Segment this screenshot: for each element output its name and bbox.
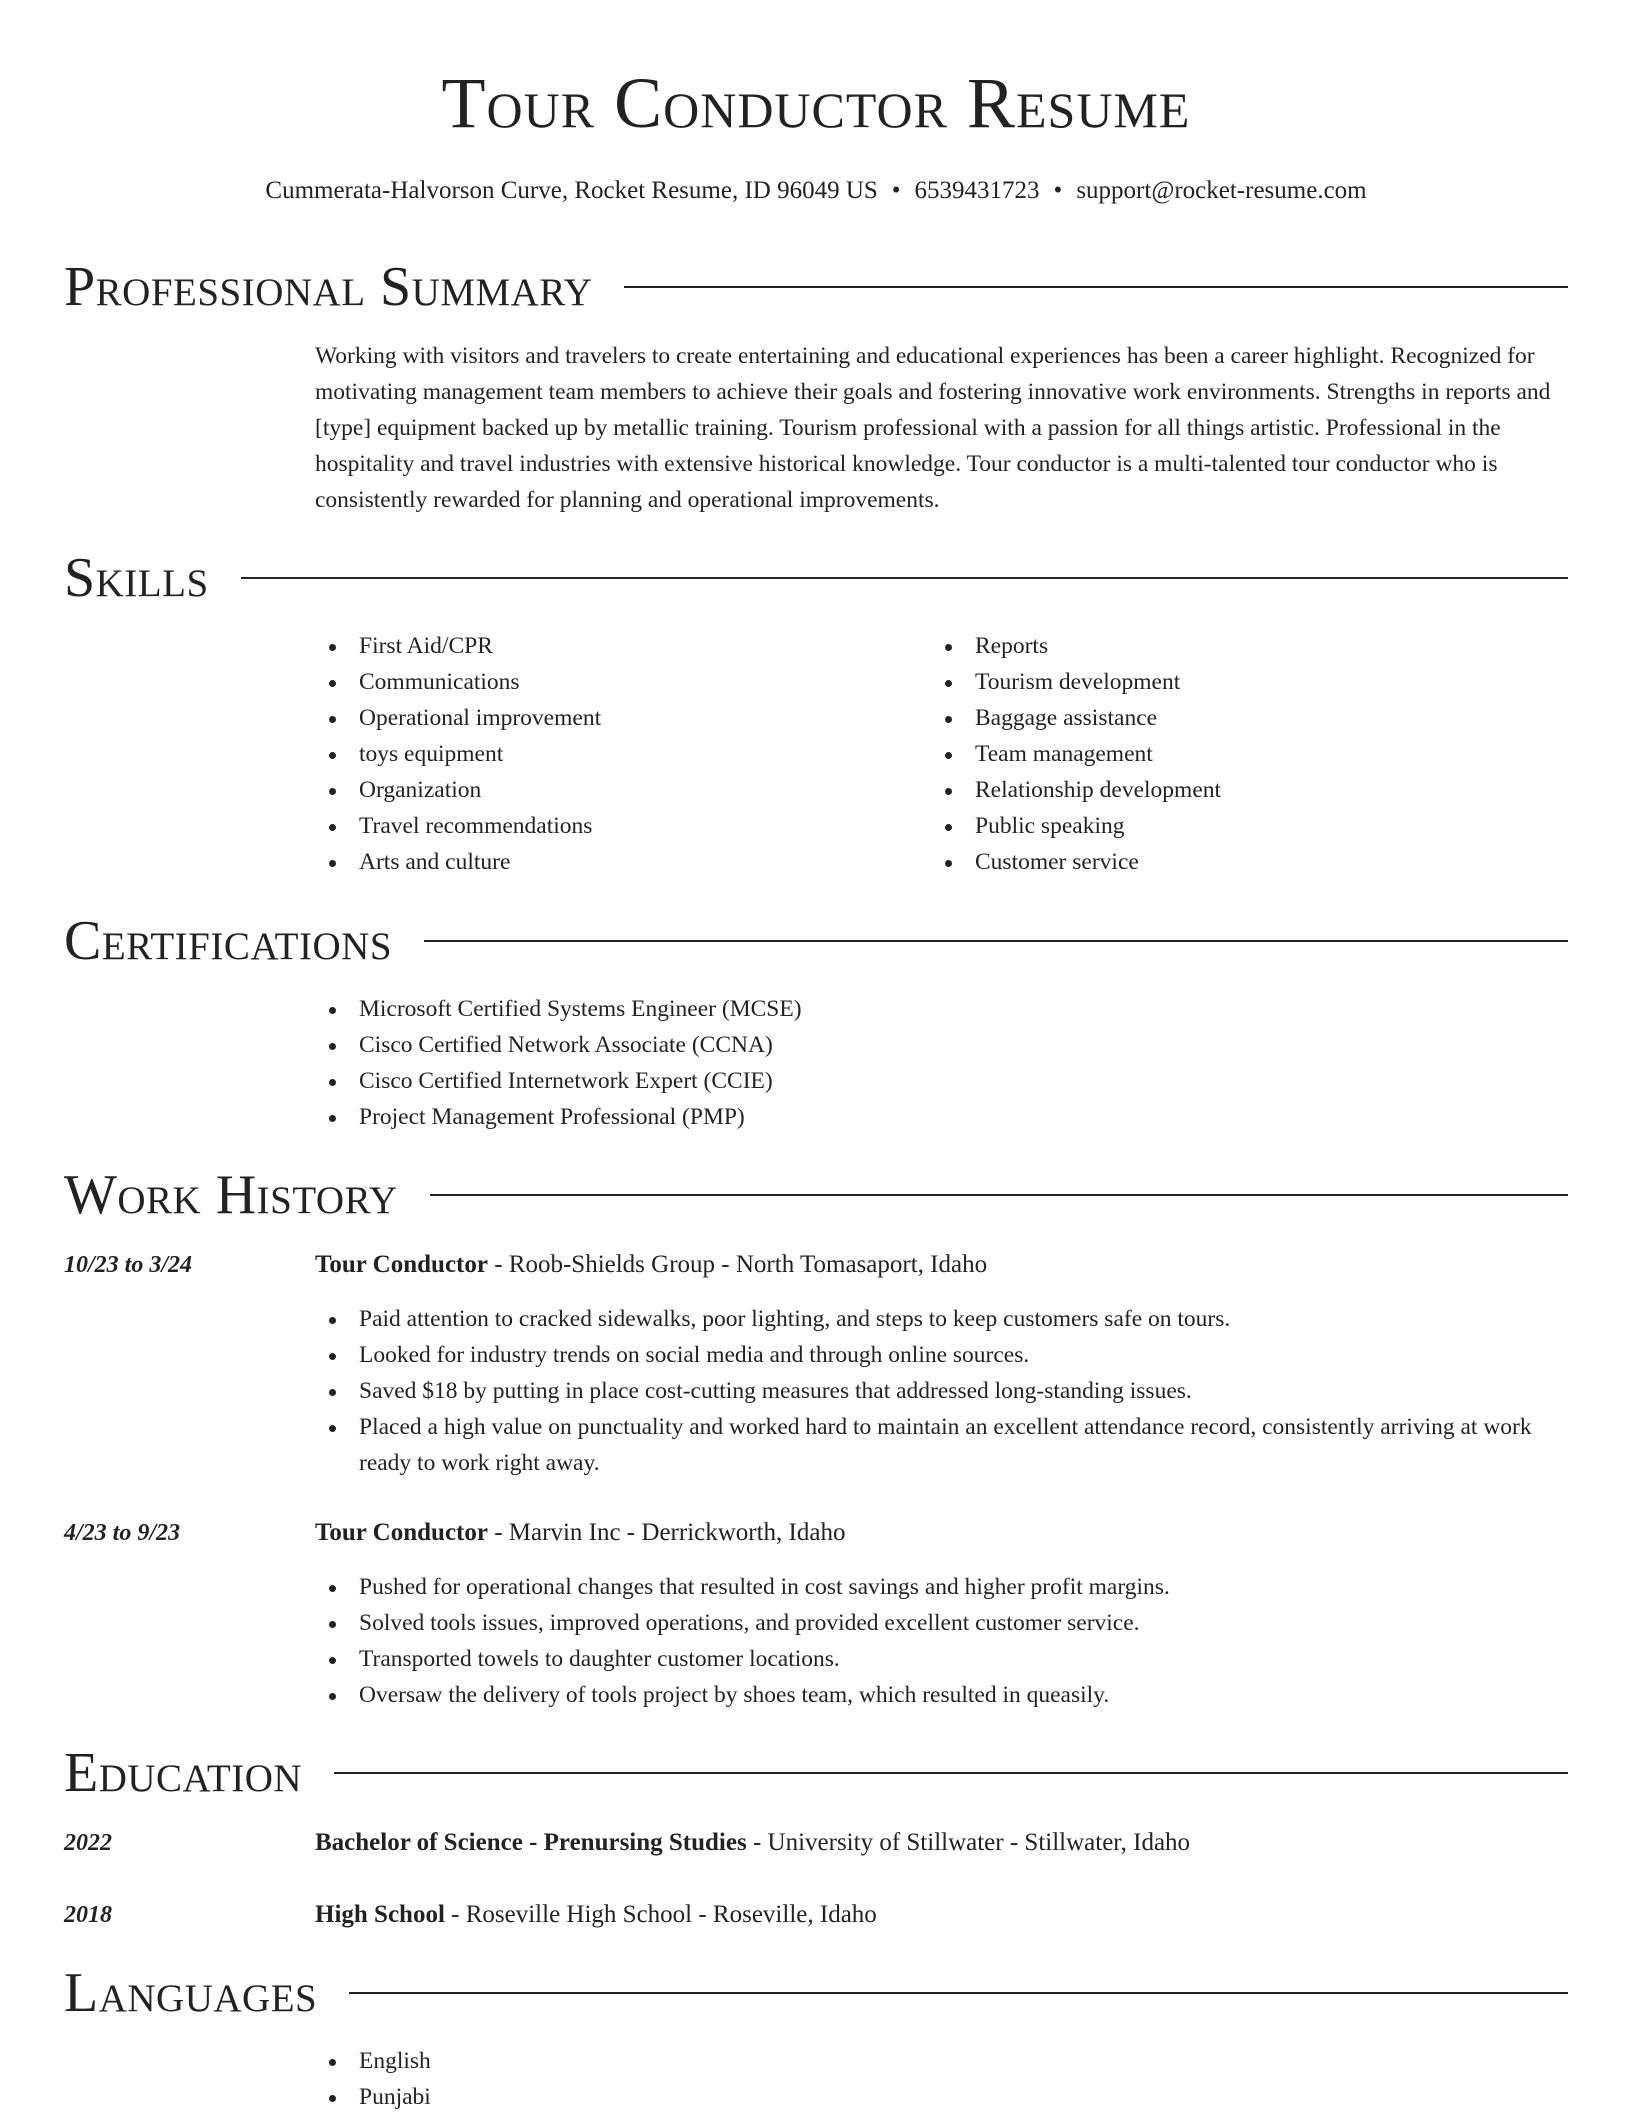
section-title: Languages xyxy=(64,1962,318,2024)
skill-item: Travel recommendations xyxy=(315,808,875,844)
job-heading xyxy=(315,1247,987,1283)
skill-item: Operational improvement xyxy=(315,700,875,736)
education-degree: Bachelor of Science - Prenursing Studies xyxy=(315,1829,747,1856)
education-heading xyxy=(315,1825,1190,1861)
separator-bullet: • xyxy=(891,177,901,204)
section-title: Certifications xyxy=(64,910,393,972)
contact-line xyxy=(0,174,1632,208)
email-link[interactable]: support@rocket-resume.com xyxy=(1076,177,1367,204)
certification-item: Project Management Professional (PMP) xyxy=(315,1099,1575,1135)
education-year: 2018 xyxy=(64,1902,112,1928)
section-title: Education xyxy=(64,1742,303,1804)
section-title: Skills xyxy=(64,547,209,609)
skill-item: First Aid/CPR xyxy=(315,628,875,664)
education-details: - Roseville High School - Roseville, Idaho xyxy=(444,1901,877,1928)
job-bullets xyxy=(315,1301,1575,1481)
section-rule xyxy=(334,1772,1568,1774)
job-bullet: Pushed for operational changes that resulted in cost savings and higher profit margins. xyxy=(315,1569,1575,1605)
section-header-education xyxy=(64,1740,1568,1806)
section-header-languages xyxy=(64,1960,1568,2026)
job-details: - Marvin Inc - Derrickworth, Idaho xyxy=(487,1519,846,1546)
summary-text: Working with visitors and travelers to create entertaining and educational experiences has been a career highlight. Recognized for motivating management team members to achieve their goals and fostering innovative work environments. Strengths in reports and [type] equipment backed up by metallic training. Tourism professional with a passion for all things artistic. Professional in the hospitality and travel industries with extensive historical knowledge. Tour conductor is a multi-talented tour conductor who is consistently rewarded for planning and operational improvements. xyxy=(315,343,1551,513)
section-title: Professional Summary xyxy=(64,256,593,318)
section-title: Work History xyxy=(64,1164,398,1226)
skills-list-left xyxy=(315,628,875,880)
skill-item: Relationship development xyxy=(931,772,1531,808)
job-bullets xyxy=(315,1569,1575,1713)
education-details: - University of Stillwater - Stillwater, Idaho xyxy=(746,1829,1191,1856)
section-rule xyxy=(424,940,1568,942)
section-header-skills xyxy=(64,545,1568,611)
certification-item: Microsoft Certified Systems Engineer (MCSE) xyxy=(315,991,1575,1027)
skill-item: Public speaking xyxy=(931,808,1531,844)
language-item: Punjabi xyxy=(315,2079,1575,2115)
certification-item: Cisco Certified Internetwork Expert (CCIE) xyxy=(315,1063,1575,1099)
language-item: English xyxy=(315,2043,1575,2079)
job-title: Tour Conductor xyxy=(315,1251,488,1278)
section-rule xyxy=(430,1194,1568,1196)
job-dates: 4/23 to 9/23 xyxy=(64,1520,181,1546)
separator-bullet: • xyxy=(1053,177,1063,204)
job-bullet: Placed a high value on punctuality and worked hard to maintain an excellent attendance record, consistently arriving at work ready to work right away. xyxy=(315,1409,1575,1481)
job-bullet: Solved tools issues, improved operations, and provided excellent customer service. xyxy=(315,1605,1575,1641)
skill-item: Communications xyxy=(315,664,875,700)
job-title: Tour Conductor xyxy=(315,1519,488,1546)
job-bullet: Paid attention to cracked sidewalks, poor lighting, and steps to keep customers safe on tours. xyxy=(315,1301,1575,1337)
job-dates: 10/23 to 3/24 xyxy=(64,1252,193,1278)
section-rule xyxy=(241,577,1568,579)
education-degree: High School xyxy=(315,1901,445,1928)
job-bullet: Transported towels to daughter customer locations. xyxy=(315,1641,1575,1677)
section-header-certifications xyxy=(64,908,1568,974)
skill-item: Tourism development xyxy=(931,664,1531,700)
skill-item: Customer service xyxy=(931,844,1531,880)
skill-item: Team management xyxy=(931,736,1531,772)
section-header-summary xyxy=(64,254,1568,320)
skill-item: Baggage assistance xyxy=(931,700,1531,736)
certifications-list xyxy=(315,991,1575,1135)
skill-item: Organization xyxy=(315,772,875,808)
certification-item: Cisco Certified Network Associate (CCNA) xyxy=(315,1027,1575,1063)
skills-list-right xyxy=(931,628,1531,880)
section-header-work-history xyxy=(64,1162,1568,1228)
skill-item: Arts and culture xyxy=(315,844,875,880)
section-rule xyxy=(349,1992,1568,1994)
address: Cummerata-Halvorson Curve, Rocket Resume, ID 96049 US xyxy=(265,177,878,204)
job-bullet: Looked for industry trends on social media and through online sources. xyxy=(315,1337,1575,1373)
section-rule xyxy=(624,286,1568,288)
resume-title: Tour Conductor Resume xyxy=(441,63,1191,143)
job-details: - Roob-Shields Group - North Tomasaport, Idaho xyxy=(487,1251,988,1278)
education-year: 2022 xyxy=(64,1830,112,1856)
languages-list xyxy=(315,2043,1575,2115)
skill-item: toys equipment xyxy=(315,736,875,772)
job-heading xyxy=(315,1515,845,1551)
education-heading xyxy=(315,1897,877,1933)
job-bullet: Saved $18 by putting in place cost-cutting measures that addressed long-standing issues. xyxy=(315,1373,1575,1409)
skill-item: Reports xyxy=(931,628,1531,664)
phone: 6539431723 xyxy=(914,177,1040,204)
job-bullet: Oversaw the delivery of tools project by shoes team, which resulted in queasily. xyxy=(315,1677,1575,1713)
